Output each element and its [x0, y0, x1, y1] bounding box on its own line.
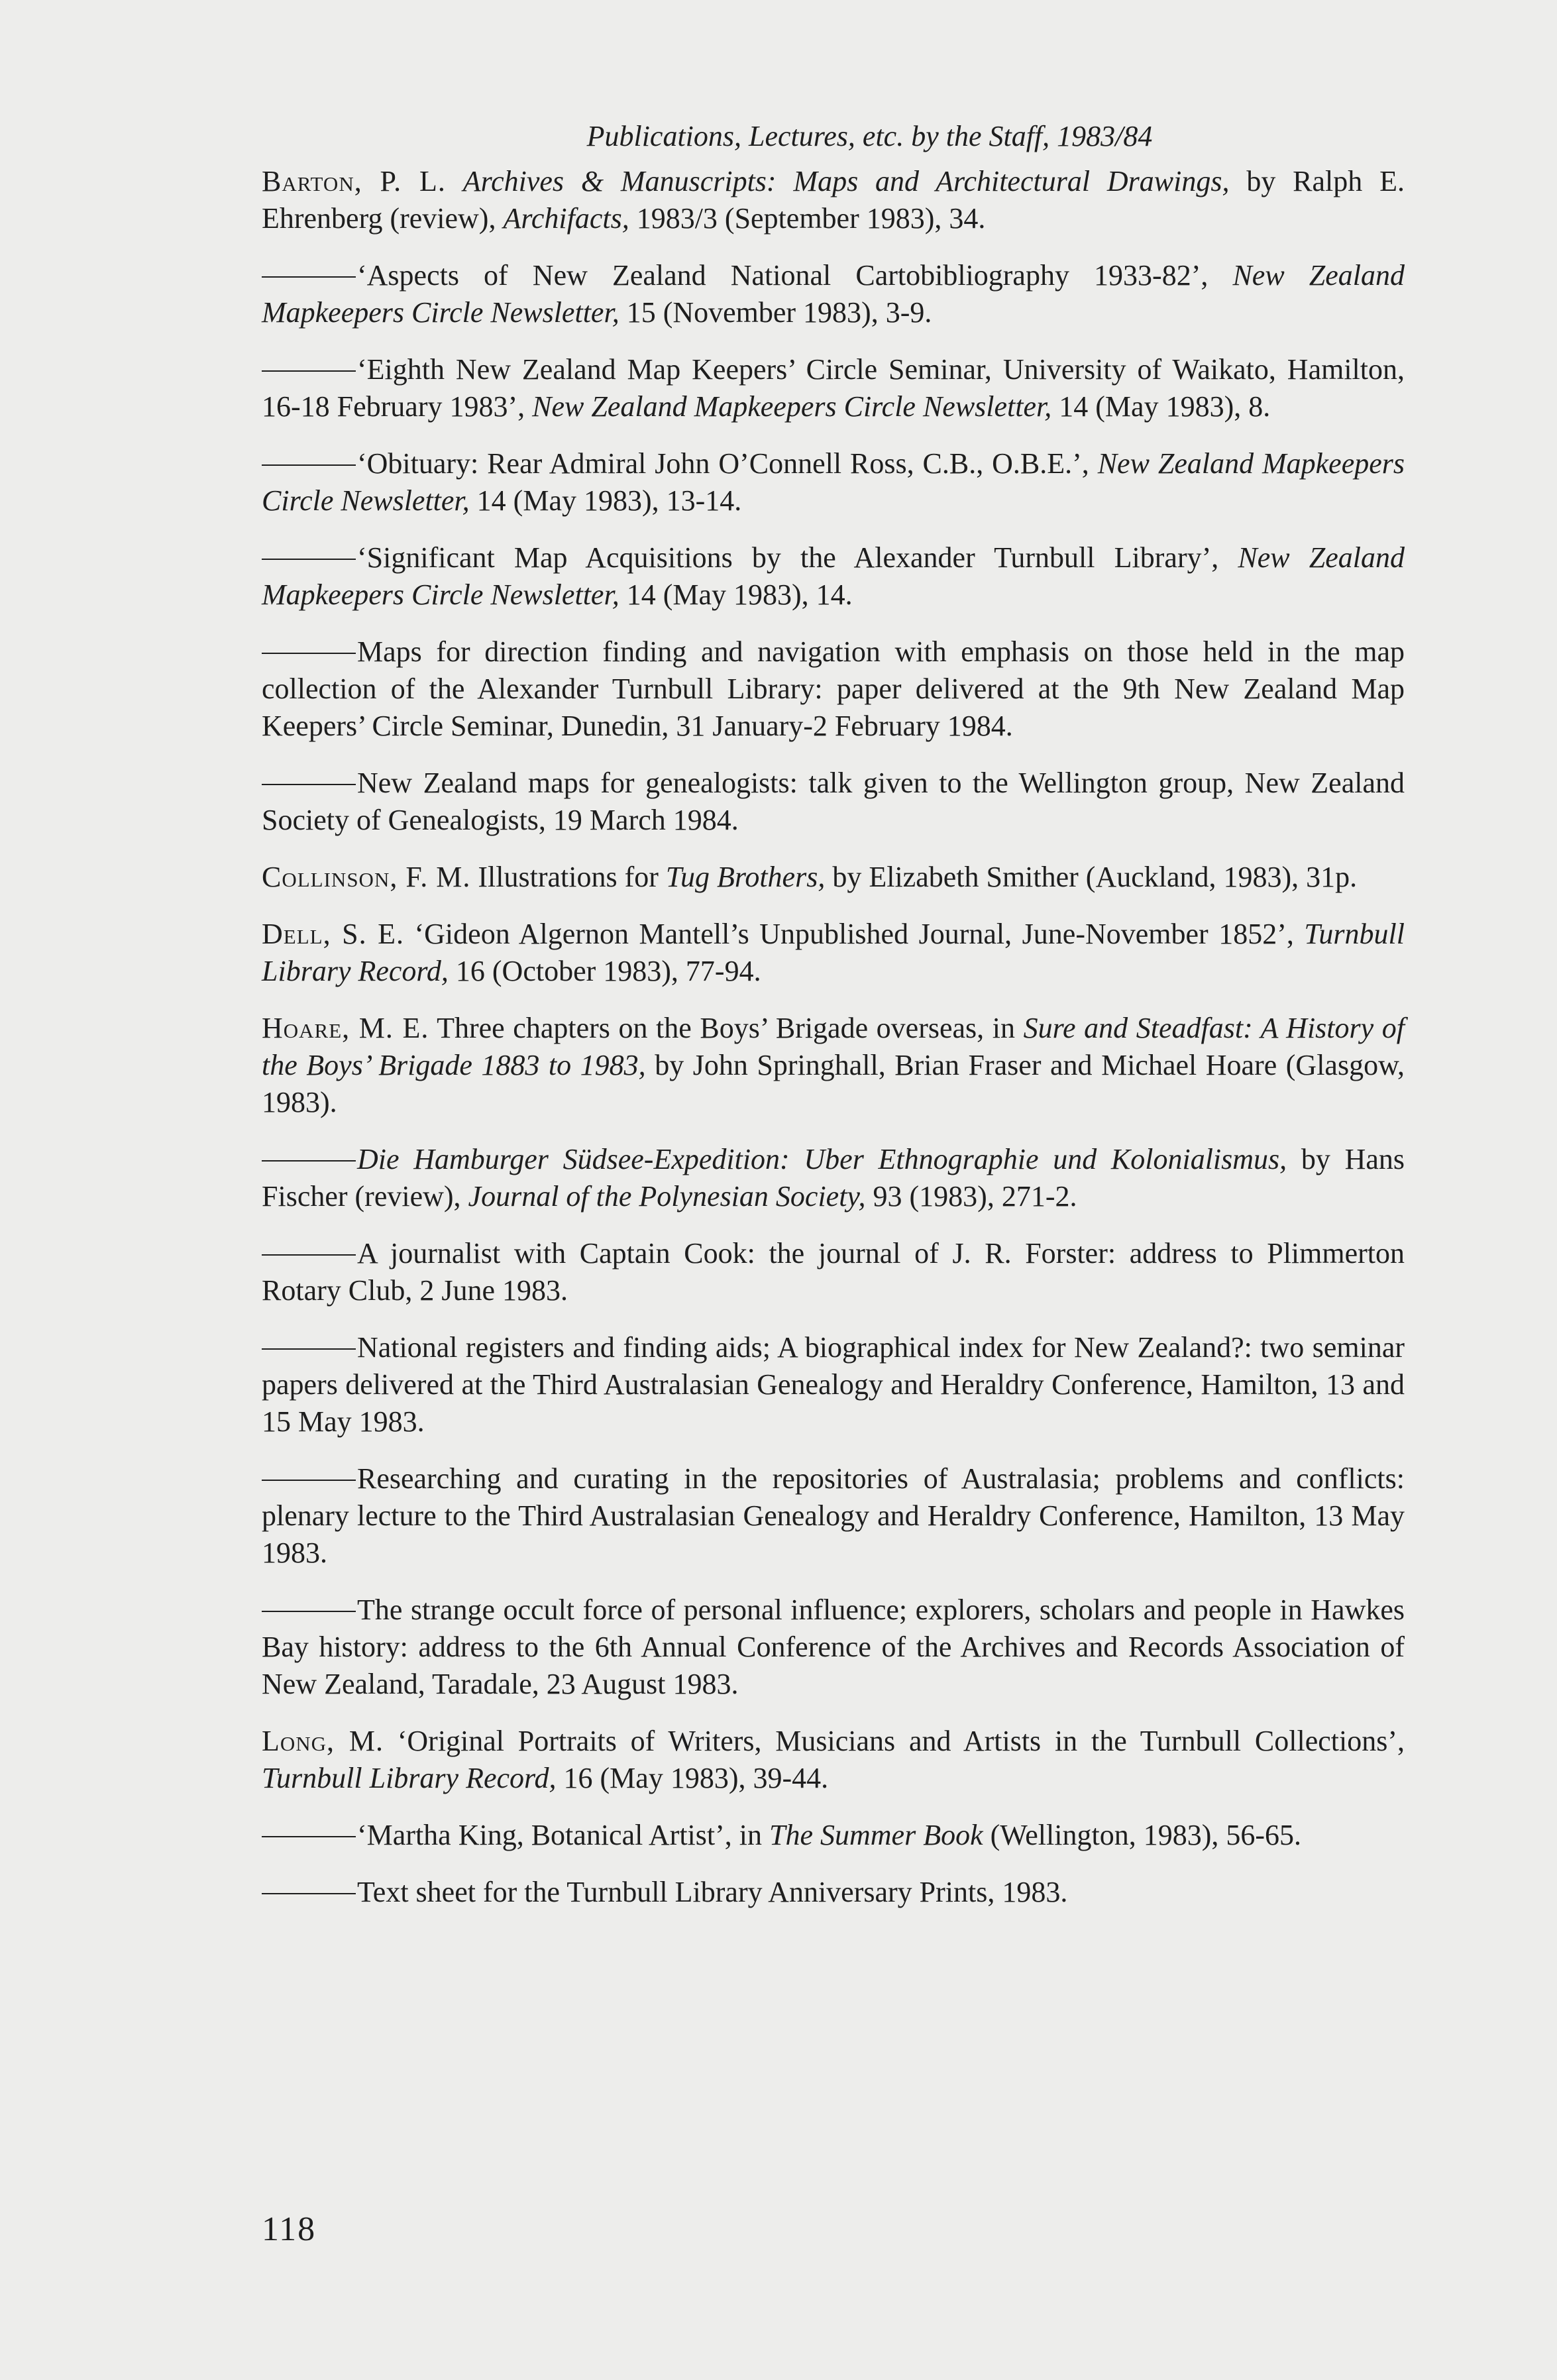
entry-tail: by John Springhall, Brian Fraser and Michael Hoare (Glasgow, 1983). — [262, 1049, 1405, 1118]
entry-tail: (Wellington, 1983), 56-65. — [983, 1819, 1301, 1851]
entry-text: Maps for direction finding and navigation with emphasis on those held in the map collection of the Alexander Turnbull Library: paper delivered at the 9th New Zealand Map Keepers’ Circle Seminar, Dunedin, 31 January-2 February 1984. — [262, 635, 1405, 742]
entry-text: ‘Eighth New Zealand Map Keepers’ Circle Seminar, University of Waikato, Hamilton, 16-18 February 1983’, — [262, 353, 1405, 423]
entry-text: A journalist with Captain Cook: the journal of J. R. Forster: address to Plimmerton Rotary Club, 2 June 1983. — [262, 1237, 1405, 1307]
entry-text: New Zealand maps for genealogists: talk given to the Wellington group, New Zealand Society of Genealogists, 19 March 1984. — [262, 767, 1405, 836]
entry-text: ‘Aspects of New Zealand National Cartobibliography 1933-82’, — [357, 259, 1233, 292]
bibliography-entry — [262, 445, 1405, 519]
entry-title: Die Hamburger Südsee-Expedition: Uber Ethnographie und Kolonialismus, — [357, 1143, 1287, 1175]
ditto-dash — [262, 1348, 356, 1350]
entry-text: Three chapters on the Boys’ Brigade overseas, in — [429, 1012, 1024, 1044]
entry-journal: Archifacts, — [503, 202, 629, 235]
bibliography-entry — [262, 1141, 1405, 1215]
bibliography-entry — [262, 633, 1405, 745]
ditto-dash — [262, 784, 356, 785]
entry-journal: Turnbull Library Record, — [262, 918, 1405, 987]
ditto-dash — [262, 653, 356, 654]
bibliography-entry — [262, 1817, 1405, 1854]
page-heading: Publications, Lectures, etc. by the Staff, 1983/84 — [586, 120, 1153, 152]
entry-author: Long, M. — [262, 1725, 384, 1757]
entry-text: Text sheet for the Turnbull Library Anniversary Prints, 1983. — [357, 1876, 1068, 1908]
entry-text: ‘Obituary: Rear Admiral John O’Connell Ross, C.B., O.B.E.’, — [357, 447, 1098, 480]
entry-tail: 14 (May 1983), 8. — [1051, 390, 1271, 423]
bibliography-entry — [262, 351, 1405, 425]
ditto-dash — [262, 559, 356, 560]
page-number: 118 — [262, 2210, 317, 2248]
entry-tail: 16 (May 1983), 39-44. — [556, 1762, 829, 1794]
ditto-dash — [262, 1893, 356, 1894]
entry-journal: Journal of the Polynesian Society, — [468, 1180, 866, 1213]
entry-text: by Hans Fischer (review), — [262, 1143, 1405, 1213]
bibliography-entry — [262, 1723, 1405, 1797]
entry-title: Archives & Manuscripts: Maps and Architectural Drawings, — [462, 165, 1230, 197]
bibliography-entry — [262, 765, 1405, 839]
ditto-dash — [262, 1254, 356, 1256]
entry-title: Tug Brothers, — [665, 861, 826, 893]
entry-tail: 15 (November 1983), 3-9. — [619, 296, 932, 329]
entry-tail: 1983/3 (September 1983), 34. — [629, 202, 986, 235]
document-page — [262, 118, 1405, 1931]
entry-tail: 14 (May 1983), 13-14. — [469, 484, 742, 517]
ditto-dash — [262, 276, 356, 278]
entry-journal: Turnbull Library Record, — [262, 1762, 557, 1794]
entry-journal: New Zealand Mapkeepers Circle Newsletter, — [262, 447, 1405, 517]
bibliography-entry — [262, 1460, 1405, 1572]
bibliography-entry — [262, 1874, 1405, 1911]
entry-text: Researching and curating in the repositories of Australasia; problems and conflicts: plenary lecture to the Third Australasian Genealogy and Heraldry Conference, Hamilton, 13 May 1983. — [262, 1462, 1405, 1569]
entry-journal: New Zealand Mapkeepers Circle Newsletter, — [532, 390, 1052, 423]
entry-text: ‘Significant Map Acquisitions by the Alexander Turnbull Library’, — [357, 541, 1238, 574]
ditto-dash — [262, 1611, 356, 1612]
entry-text: The strange occult force of personal influence; explorers, scholars and people in Hawkes Bay history: address to the 6th Annual Conference of the Archives and Records Association of New Zealand, Taradale, 23 August 1983. — [262, 1594, 1405, 1700]
entry-journal: New Zealand Mapkeepers Circle Newsletter, — [262, 259, 1405, 329]
entry-author: Collinson, F. M. — [262, 861, 471, 893]
entry-tail: 93 (1983), 271-2. — [865, 1180, 1077, 1213]
entry-text: Illustrations for — [470, 861, 666, 893]
ditto-dash — [262, 370, 356, 372]
entry-author: Barton, P. L. — [262, 165, 446, 197]
bibliography-entry — [262, 859, 1405, 896]
ditto-dash — [262, 1480, 356, 1481]
bibliography-entry — [262, 1235, 1405, 1309]
entry-tail: 14 (May 1983), 14. — [619, 578, 853, 611]
entry-text: ‘Original Portraits of Writers, Musicians and Artists in the Turnbull Collections’, — [383, 1725, 1405, 1757]
ditto-dash — [262, 464, 356, 466]
entry-text: by Ralph E. Ehrenberg (review), — [262, 165, 1405, 235]
entry-tail: 16 (October 1983), 77-94. — [448, 955, 761, 987]
entry-text: ‘Martha King, Botanical Artist’, in — [357, 1819, 769, 1851]
bibliography-entry — [262, 1592, 1405, 1703]
bibliography-entry — [262, 1010, 1405, 1121]
entry-text: National registers and finding aids; A biographical index for New Zealand?: two seminar papers delivered at the Third Australasian Genealogy and Heraldry Conference, Hamilton, 13 and 15 May 1983. — [262, 1331, 1405, 1438]
entry-text: ‘Gideon Algernon Mantell’s Unpublished Journal, June-November 1852’, — [403, 918, 1305, 950]
bibliography-entry — [262, 539, 1405, 614]
entry-title: Sure and Steadfast: A History of the Boys’ Brigade 1883 to 1983, — [262, 1012, 1405, 1081]
ditto-dash — [262, 1836, 356, 1837]
ditto-dash — [262, 1160, 356, 1162]
entry-title: The Summer Book — [769, 1819, 983, 1851]
entry-tail: by Elizabeth Smither (Auckland, 1983), 31p. — [825, 861, 1358, 893]
entry-author: Hoare, M. E. — [262, 1012, 429, 1044]
bibliography-entry — [262, 1329, 1405, 1440]
entry-author: Dell, S. E. — [262, 918, 404, 950]
bibliography-entry — [262, 257, 1405, 331]
bibliography-entry — [262, 916, 1405, 990]
bibliography-entry — [262, 163, 1405, 237]
entry-journal: New Zealand Mapkeepers Circle Newsletter, — [262, 541, 1405, 611]
